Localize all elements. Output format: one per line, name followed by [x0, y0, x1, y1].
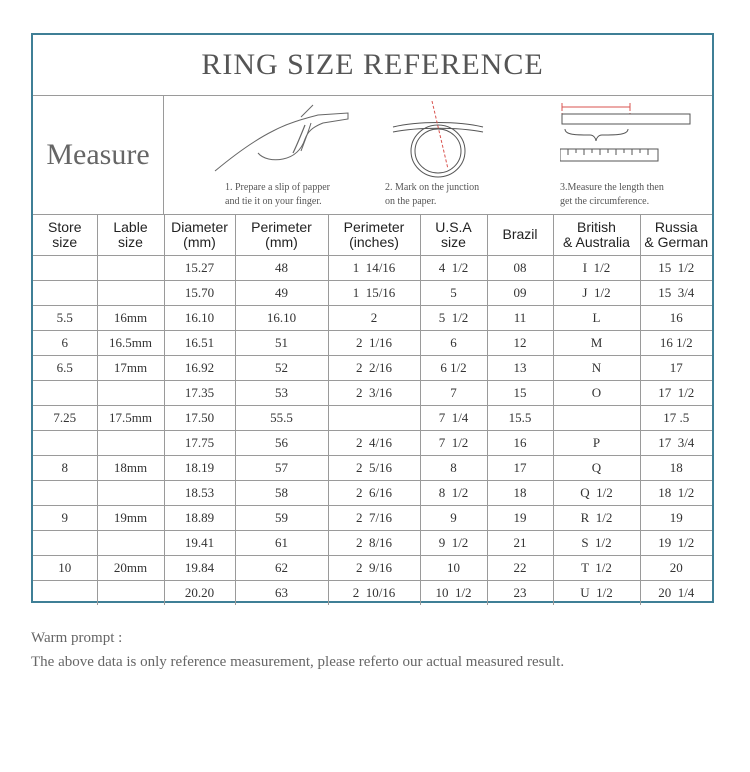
table-cell: J 1/2: [553, 281, 640, 306]
table-cell: 15.70: [164, 281, 235, 306]
table-cell: 49: [235, 281, 328, 306]
table-cell: 19.41: [164, 531, 235, 556]
table-cell: 2 4/16: [328, 431, 420, 456]
table-cell: [33, 281, 97, 306]
header-russia-german: Russia & German: [640, 214, 712, 256]
table-cell: 16mm: [97, 306, 164, 331]
table-row: [33, 481, 712, 506]
table-cell: 12: [487, 331, 553, 356]
table-cell: 2 7/16: [328, 506, 420, 531]
header-row: [33, 214, 712, 256]
table-row: [33, 256, 712, 281]
step-1-text: 1. Prepare a slip of papper and tie it on your finger.: [225, 182, 330, 207]
step-1: [163, 95, 383, 214]
table-cell: 10: [33, 556, 97, 581]
table-cell: 19: [487, 506, 553, 531]
table-cell: 18.89: [164, 506, 235, 531]
table-cell: 2 10/16: [328, 581, 420, 606]
table-cell: 23: [487, 581, 553, 606]
table-row: [33, 581, 712, 606]
table-cell: 5.5: [33, 306, 97, 331]
table-cell: 18.53: [164, 481, 235, 506]
table-cell: 17.50: [164, 406, 235, 431]
table-cell: T 1/2: [553, 556, 640, 581]
table-cell: [33, 256, 97, 281]
table-cell: 17mm: [97, 356, 164, 381]
header-perimeter-mm: Perimeter (mm): [235, 214, 328, 256]
ring-mark-icon: [388, 101, 488, 181]
header-perimeter-inches: Perimeter (inches): [328, 214, 420, 256]
table-cell: 08: [487, 256, 553, 281]
ruler-icon: [560, 101, 700, 173]
table-cell: 7.25: [33, 406, 97, 431]
table-cell: 20mm: [97, 556, 164, 581]
table-cell: 52: [235, 356, 328, 381]
header-store-size: Store size: [33, 214, 97, 256]
prompt-title: Warm prompt :: [31, 630, 123, 646]
table-cell: 6 1/2: [420, 356, 487, 381]
table-row: [33, 306, 712, 331]
table-cell: 4 1/2: [420, 256, 487, 281]
table-cell: 61: [235, 531, 328, 556]
table-cell: 9: [420, 506, 487, 531]
table-cell: 2 6/16: [328, 481, 420, 506]
table-cell: 17.5mm: [97, 406, 164, 431]
header-lable-size: Lable size: [97, 214, 164, 256]
table-cell: 63: [235, 581, 328, 606]
table-cell: 17 .5: [640, 406, 712, 431]
table-cell: 2 8/16: [328, 531, 420, 556]
table-cell: 16 1/2: [640, 331, 712, 356]
table-cell: L: [553, 306, 640, 331]
table-cell: 18: [640, 456, 712, 481]
table-row: [33, 406, 712, 431]
step-3-text: 3.Measure the length then get the circumference.: [560, 182, 664, 207]
table-cell: 59: [235, 506, 328, 531]
table-cell: 5 1/2: [420, 306, 487, 331]
table-cell: 6: [420, 331, 487, 356]
table-cell: [33, 581, 97, 606]
table-cell: 16.10: [235, 306, 328, 331]
header-british-australia: British & Australia: [553, 214, 640, 256]
header-brazil: Brazil: [487, 214, 553, 256]
table-row: [33, 506, 712, 531]
table-cell: [328, 406, 420, 431]
table-cell: [97, 481, 164, 506]
prompt-text: The above data is only reference measurement, please referto our actual measured result.: [31, 654, 565, 670]
table-cell: 15 1/2: [640, 256, 712, 281]
table-cell: P: [553, 431, 640, 456]
table-cell: 16.5mm: [97, 331, 164, 356]
table-row: [33, 531, 712, 556]
table-cell: 17 3/4: [640, 431, 712, 456]
table-cell: 2: [328, 306, 420, 331]
table-cell: 1 15/16: [328, 281, 420, 306]
table-cell: 15: [487, 381, 553, 406]
table-cell: 6: [33, 331, 97, 356]
table-cell: [33, 381, 97, 406]
table-cell: 11: [487, 306, 553, 331]
table-cell: N: [553, 356, 640, 381]
table-cell: 21: [487, 531, 553, 556]
table-cell: [33, 431, 97, 456]
table-cell: 18 1/2: [640, 481, 712, 506]
table-cell: Q: [553, 456, 640, 481]
table-cell: [97, 581, 164, 606]
ring-size-chart: [31, 33, 714, 603]
table-cell: 10 1/2: [420, 581, 487, 606]
table-cell: 19.84: [164, 556, 235, 581]
table-cell: [553, 406, 640, 431]
table-cell: 17.75: [164, 431, 235, 456]
table-cell: 5: [420, 281, 487, 306]
step-2: [383, 95, 553, 214]
table-cell: [97, 381, 164, 406]
table-cell: 8 1/2: [420, 481, 487, 506]
table-cell: 17: [487, 456, 553, 481]
table-cell: [33, 531, 97, 556]
table-cell: 16: [640, 306, 712, 331]
table-row: [33, 331, 712, 356]
table-cell: 9 1/2: [420, 531, 487, 556]
table-cell: R 1/2: [553, 506, 640, 531]
table-row: [33, 356, 712, 381]
table-row: [33, 281, 712, 306]
table-cell: 8: [33, 456, 97, 481]
table-cell: 2 2/16: [328, 356, 420, 381]
table-cell: [97, 256, 164, 281]
table-cell: 16: [487, 431, 553, 456]
table-cell: 17 1/2: [640, 381, 712, 406]
table-cell: 19: [640, 506, 712, 531]
table-cell: 22: [487, 556, 553, 581]
table-cell: 09: [487, 281, 553, 306]
table-cell: M: [553, 331, 640, 356]
table-cell: [97, 281, 164, 306]
table-cell: 2 9/16: [328, 556, 420, 581]
table-cell: 15 3/4: [640, 281, 712, 306]
table-cell: [97, 431, 164, 456]
table-cell: 18mm: [97, 456, 164, 481]
table-cell: 7 1/2: [420, 431, 487, 456]
table-cell: 19mm: [97, 506, 164, 531]
table-cell: 13: [487, 356, 553, 381]
table-cell: 20.20: [164, 581, 235, 606]
table-cell: 18.19: [164, 456, 235, 481]
warm-prompt: [31, 626, 564, 674]
table-cell: 2 5/16: [328, 456, 420, 481]
table-cell: 20 1/4: [640, 581, 712, 606]
table-cell: 7 1/4: [420, 406, 487, 431]
table-cell: 55.5: [235, 406, 328, 431]
table-row: [33, 556, 712, 581]
table-cell: 18: [487, 481, 553, 506]
table-cell: 53: [235, 381, 328, 406]
hand-with-paper-icon: [213, 101, 353, 181]
step-2-text: 2. Mark on the junction on the paper.: [385, 182, 480, 207]
table-row: [33, 431, 712, 456]
table-cell: [33, 481, 97, 506]
table-cell: 16.51: [164, 331, 235, 356]
table-cell: 9: [33, 506, 97, 531]
table-cell: I 1/2: [553, 256, 640, 281]
table-cell: 10: [420, 556, 487, 581]
table-cell: 56: [235, 431, 328, 456]
table-cell: 8: [420, 456, 487, 481]
table-cell: 1 14/16: [328, 256, 420, 281]
table-cell: Q 1/2: [553, 481, 640, 506]
table-cell: [97, 531, 164, 556]
table-cell: 7: [420, 381, 487, 406]
header-diameter: Diameter (mm): [164, 214, 235, 256]
chart-title: RING SIZE REFERENCE: [33, 35, 712, 96]
size-table-body: [33, 256, 712, 606]
table-row: [33, 381, 712, 406]
table-cell: 17.35: [164, 381, 235, 406]
measure-label: Measure: [33, 95, 164, 214]
table-row: [33, 456, 712, 481]
table-cell: 15.5: [487, 406, 553, 431]
table-cell: 16.92: [164, 356, 235, 381]
size-table: [33, 214, 712, 605]
measure-instructions: [33, 95, 712, 215]
table-cell: 19 1/2: [640, 531, 712, 556]
table-cell: 2 3/16: [328, 381, 420, 406]
table-cell: 15.27: [164, 256, 235, 281]
table-cell: 17: [640, 356, 712, 381]
table-cell: 20: [640, 556, 712, 581]
table-cell: 62: [235, 556, 328, 581]
table-cell: 6.5: [33, 356, 97, 381]
table-cell: S 1/2: [553, 531, 640, 556]
table-cell: 2 1/16: [328, 331, 420, 356]
table-cell: 58: [235, 481, 328, 506]
header-usa-size: U.S.A size: [420, 214, 487, 256]
table-cell: 16.10: [164, 306, 235, 331]
table-cell: 57: [235, 456, 328, 481]
step-3: [553, 95, 713, 214]
table-cell: 48: [235, 256, 328, 281]
table-cell: O: [553, 381, 640, 406]
table-cell: 51: [235, 331, 328, 356]
table-cell: U 1/2: [553, 581, 640, 606]
